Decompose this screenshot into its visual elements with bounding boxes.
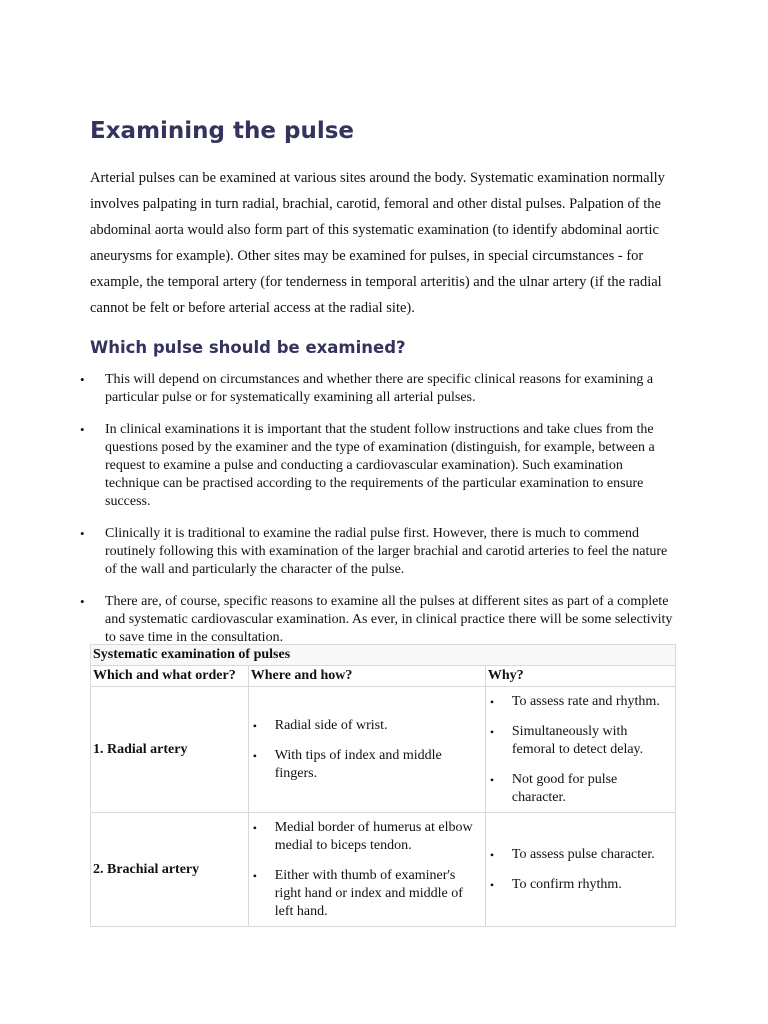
table-row (91, 813, 676, 927)
where-cell (248, 687, 485, 813)
column-header: Why? (485, 666, 675, 687)
table-row (91, 687, 676, 813)
table-title-row (91, 645, 676, 666)
column-header: Where and how? (248, 666, 485, 687)
why-cell (485, 687, 675, 813)
list-item: • Clinically it is traditional to examine the radial pulse first. However, there is much to commend routinely following this with examination of the larger brachial and carotid arteries to feel the nature of the wall and particularly the character of the pulse. (0, 525, 768, 579)
artery-cell: 1. Radial artery (91, 687, 249, 813)
page-title: Examining the pulse (90, 118, 355, 144)
bullet-list (0, 371, 768, 661)
list-item: • Simultaneously with femoral to detect delay. (498, 723, 673, 759)
artery-cell: 2. Brachial artery (91, 813, 249, 927)
where-cell (248, 813, 485, 927)
section-heading: Which pulse should be examined? (90, 338, 406, 357)
list-item: • To assess pulse character. (498, 846, 673, 864)
pulse-table (90, 644, 676, 927)
list-item: • Either with thumb of examiner's right hand or index and middle of left hand. (261, 867, 483, 921)
column-header: Which and what order? (91, 666, 249, 687)
list-item: • Not good for pulse character. (498, 771, 673, 807)
list-item: • To confirm rhythm. (498, 876, 673, 894)
list-item: • In clinical examinations it is important that the student follow instructions and take clues from the questions posed by the examiner and the type of examination (distinguish, for example, between a request to examine a pulse and conducting a cardiovascular examination). Such examination technique can be practised according to the requirements of the particular examination to ensure success. (0, 421, 768, 511)
list-item: • Medial border of humerus at elbow medial to biceps tendon. (261, 819, 483, 855)
list-item: • With tips of index and middle fingers. (261, 747, 483, 783)
list-item: • This will depend on circumstances and whether there are specific clinical reasons for examining a particular pulse or for systematically examining all arterial pulses. (0, 371, 768, 407)
table-title: Systematic examination of pulses (91, 645, 676, 666)
table-header-row (91, 666, 676, 687)
list-item: • There are, of course, specific reasons to examine all the pulses at different sites as part of a complete and systematic cardiovascular examination. As ever, in clinical practice there will be some selectivity to save time in the consultation. (0, 593, 768, 647)
list-item: • To assess rate and rhythm. (498, 693, 673, 711)
intro-paragraph: Arterial pulses can be examined at various sites around the body. Systematic examination normally involves palpating in turn radial, brachial, carotid, femoral and other distal pulses. Palpation of the abdominal aorta would also form part of this systematic examination (to identify abdominal aortic aneurysms for example). Other sites may be examined for pulses, in special circumstances - for example, the temporal artery (for tenderness in temporal arteritis) and the ulnar artery (if the radial cannot be felt or before arterial access at the radial site). (90, 170, 665, 316)
list-item: • Radial side of wrist. (261, 717, 483, 735)
why-cell (485, 813, 675, 927)
